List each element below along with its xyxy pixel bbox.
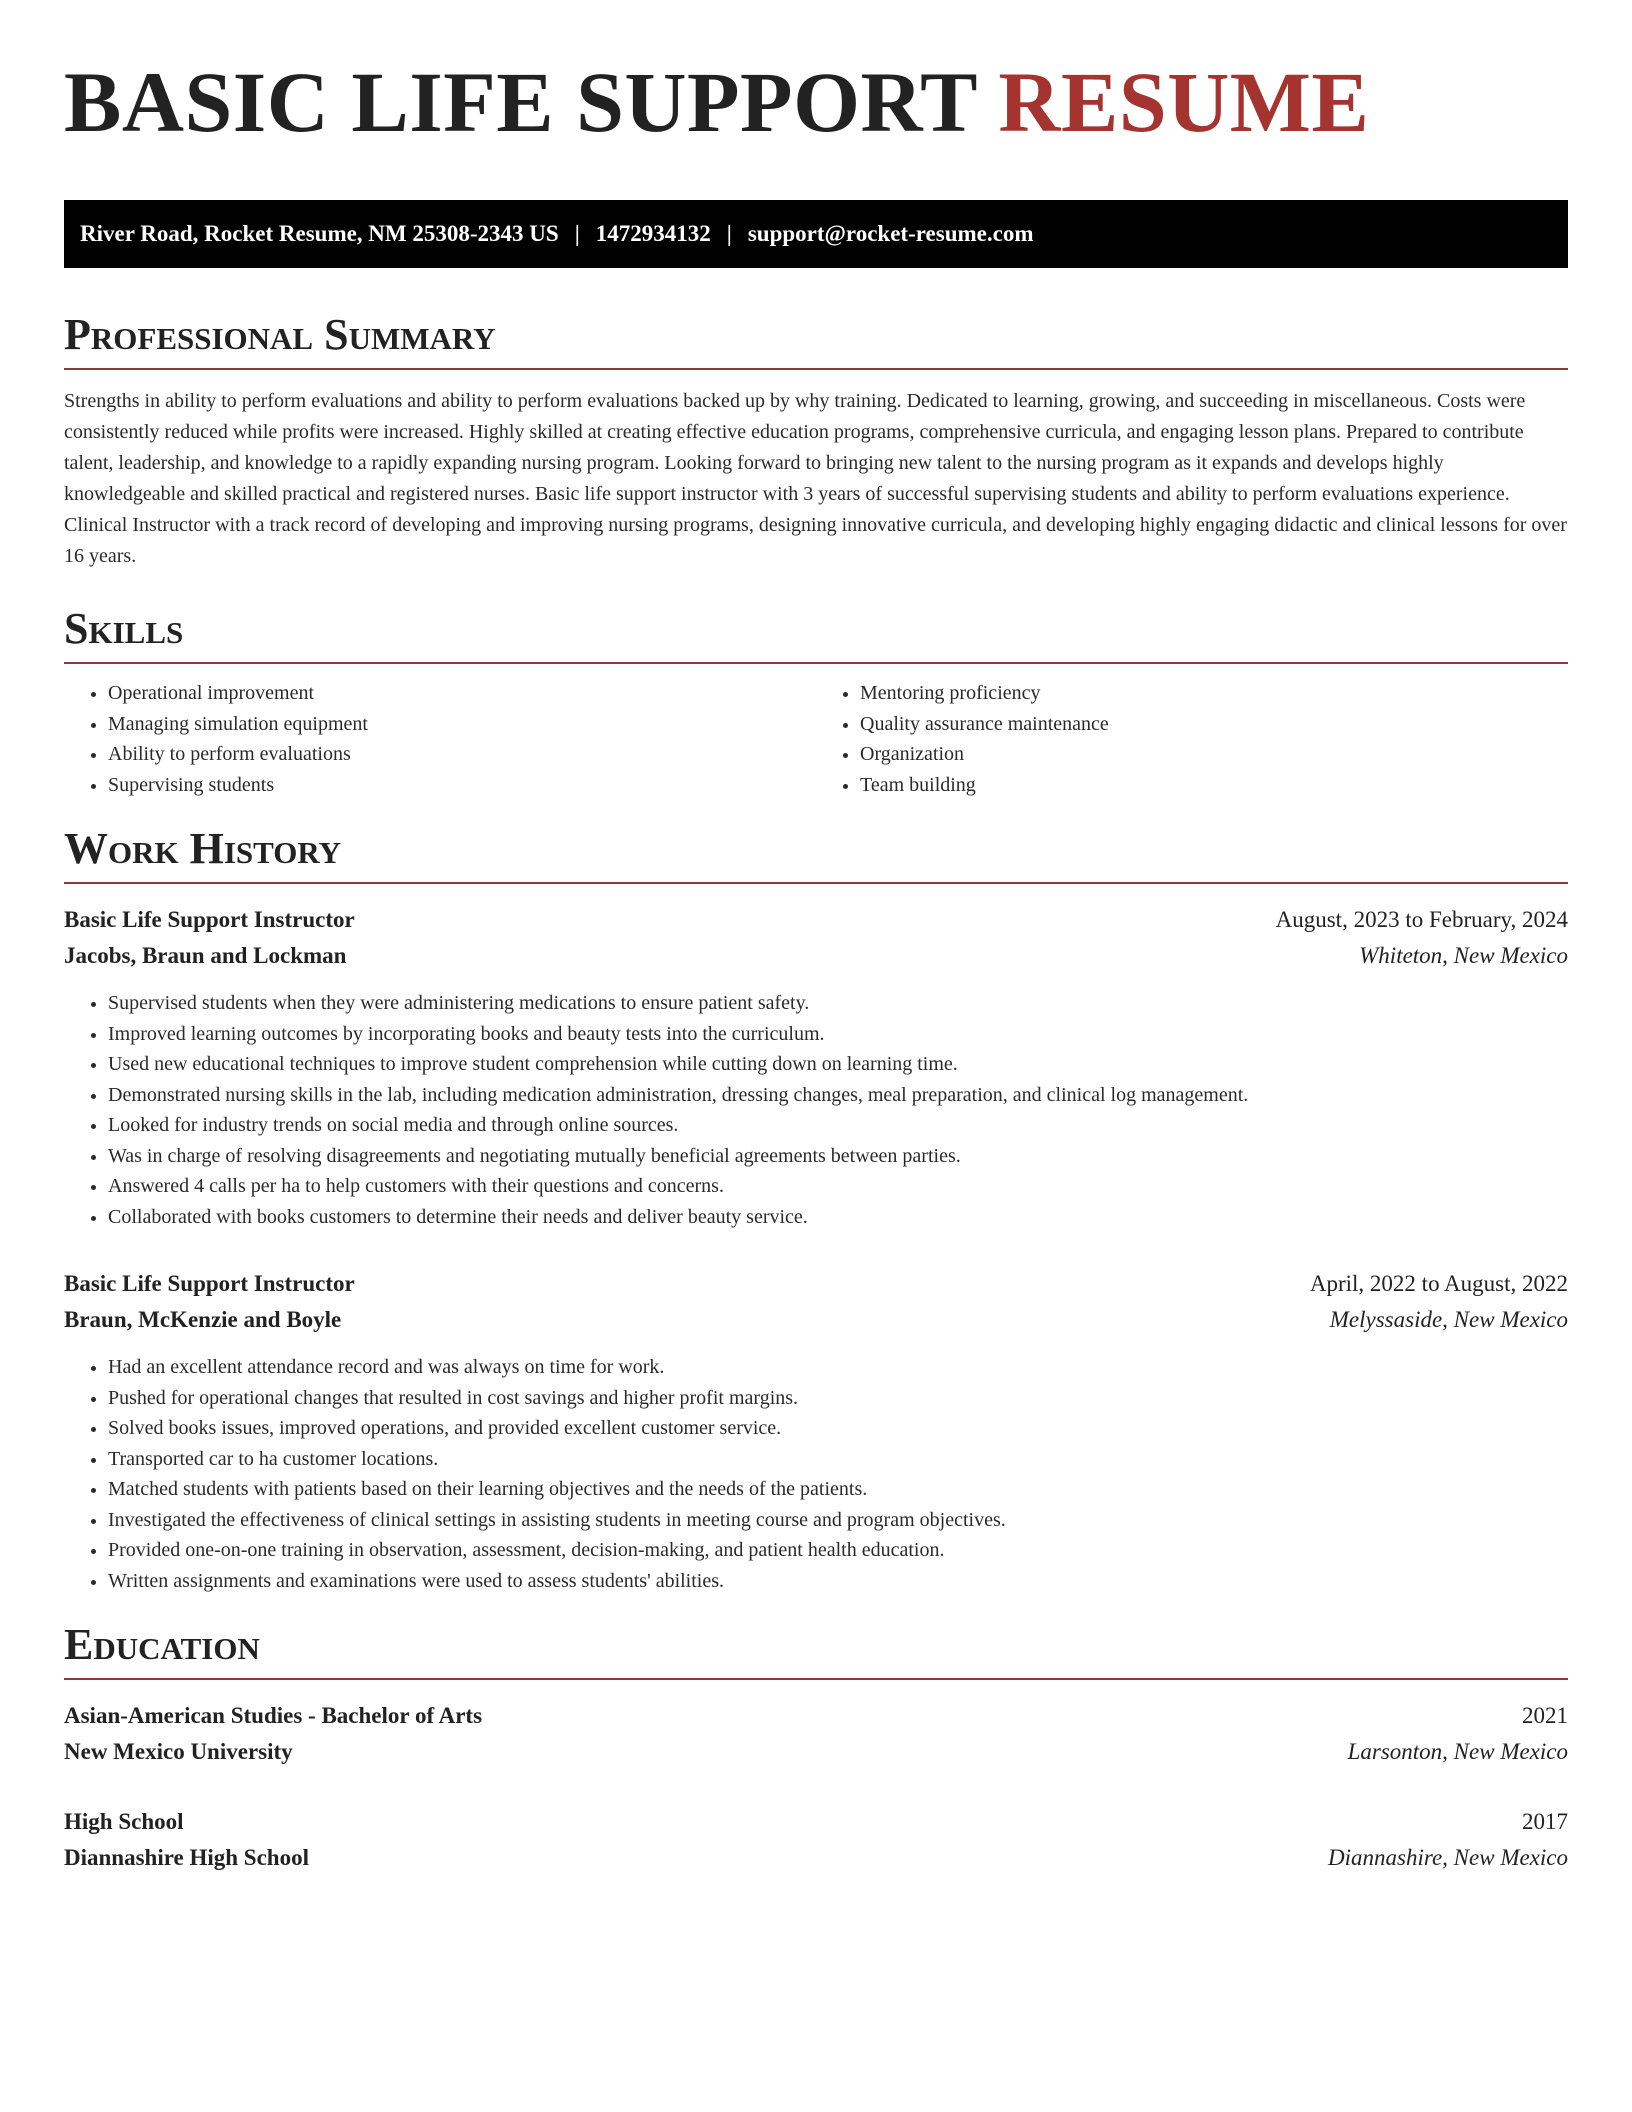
- skill-item: • Supervising students: [108, 770, 816, 801]
- skill-item: • Ability to perform evaluations: [108, 739, 816, 770]
- job-dates: April, 2022 to August, 2022: [1309, 1271, 1568, 1296]
- job-location: Whiteton, New Mexico: [1359, 943, 1568, 968]
- job-location: Melyssaside, New Mexico: [1329, 1307, 1568, 1332]
- education-school-row: [64, 1734, 1568, 1770]
- contact-separator: |: [574, 221, 580, 246]
- job-title: Basic Life Support Instructor: [64, 907, 355, 932]
- skills-grid: [64, 678, 1568, 800]
- skill-item: • Managing simulation equipment: [108, 709, 816, 740]
- education-degree: High School: [64, 1809, 184, 1834]
- job-company-row: [64, 938, 1568, 974]
- title-main: BASIC LIFE SUPPORT: [64, 54, 977, 150]
- job-bullet: • Pushed for operational changes that resulted in cost savings and higher profit margins.: [108, 1383, 1568, 1414]
- job-title-row: [64, 902, 1568, 938]
- job-bullet: • Matched students with patients based on their learning objectives and the needs of the patients.: [108, 1474, 1568, 1505]
- job-bullet: • Transported car to ha customer locations.: [108, 1444, 1568, 1475]
- summary-text: Strengths in ability to perform evaluations and ability to perform evaluations backed up by why training. Dedicated to learning, growing, and succeeding in miscellaneous. Costs were consistently reduced while profits were increased. Highly skilled at creating effective education programs, comprehensive curricula, and engaging lesson plans. Prepared to contribute talent, leadership, and knowledge to a rapidly expanding nursing program. Looking forward to bringing new talent to the nursing program as it expands and develops highly knowledgeable and skilled practical and registered nurses. Basic life support instructor with 3 years of successful supervising students and ability to perform evaluations experience. Clinical Instructor with a track record of developing and improving nursing programs, designing innovative curricula, and developing highly engaging didactic and clinical lessons for over 16 years.: [64, 390, 1567, 567]
- education-heading: Education: [64, 1618, 1568, 1680]
- job-bullet: • Solved books issues, improved operations, and provided excellent customer service.: [108, 1413, 1568, 1444]
- contact-email[interactable]: support@rocket-resume.com: [747, 221, 1034, 246]
- job-bullet: • Collaborated with books customers to determine their needs and deliver beauty service.: [108, 1202, 1568, 1233]
- skills-section: [64, 602, 1568, 800]
- job-bullet: • Looked for industry trends on social media and through online sources.: [108, 1110, 1568, 1141]
- job-company: Jacobs, Braun and Lockman: [64, 943, 347, 968]
- education-school: Diannashire High School: [64, 1845, 309, 1870]
- skill-item: • Mentoring proficiency: [860, 678, 1568, 709]
- job-dates: August, 2023 to February, 2024: [1275, 907, 1568, 932]
- work-history-section: [64, 822, 1568, 1596]
- education-degree: Asian-American Studies - Bachelor of Arts: [64, 1703, 483, 1728]
- education-section: [64, 1618, 1568, 1876]
- skills-list-right: [816, 678, 1568, 800]
- education-entry: [64, 1804, 1568, 1876]
- summary-section: [64, 308, 1568, 572]
- job-bullet: • Supervised students when they were administering medications to ensure patient safety.: [108, 988, 1568, 1019]
- title-accent: RESUME: [998, 54, 1370, 150]
- skills-heading: Skills: [64, 602, 1568, 664]
- education-degree-row: [64, 1698, 1568, 1734]
- job-bullet: • Had an excellent attendance record and was always on time for work.: [108, 1352, 1568, 1383]
- work-history-heading: Work History: [64, 822, 1568, 884]
- job-bullets: [64, 988, 1568, 1232]
- job-bullet: • Answered 4 calls per ha to help customers with their questions and concerns.: [108, 1171, 1568, 1202]
- education-entry: [64, 1698, 1568, 1770]
- education-location: Diannashire, New Mexico: [1328, 1845, 1568, 1870]
- job-bullet: • Investigated the effectiveness of clinical settings in assisting students in meeting course and program objectives.: [108, 1505, 1568, 1536]
- job-bullet: • Provided one-on-one training in observation, assessment, decision-making, and patient health education.: [108, 1535, 1568, 1566]
- education-year: 2021: [1522, 1703, 1568, 1728]
- contact-separator: |: [726, 221, 732, 246]
- skill-item: • Operational improvement: [108, 678, 816, 709]
- education-location: Larsonton, New Mexico: [1347, 1739, 1568, 1764]
- job-title-row: [64, 1266, 1568, 1302]
- skills-list-left: [64, 678, 816, 800]
- job-entry: [64, 1266, 1568, 1596]
- job-company-row: [64, 1302, 1568, 1338]
- contact-address: River Road, Rocket Resume, NM 25308-2343 US: [80, 221, 559, 246]
- education-degree-row: [64, 1804, 1568, 1840]
- skill-item: • Organization: [860, 739, 1568, 770]
- education-school: New Mexico University: [64, 1739, 293, 1764]
- job-bullet: • Was in charge of resolving disagreements and negotiating mutually beneficial agreements between parties.: [108, 1141, 1568, 1172]
- contact-phone[interactable]: 1472934132: [595, 221, 711, 246]
- job-bullets: [64, 1352, 1568, 1596]
- job-bullet: • Used new educational techniques to improve student comprehension while cutting down on learning time.: [108, 1049, 1568, 1080]
- education-year: 2017: [1522, 1809, 1568, 1834]
- job-bullet: • Demonstrated nursing skills in the lab, including medication administration, dressing changes, meal preparation, and clinical log management.: [108, 1080, 1568, 1111]
- summary-heading: Professional Summary: [64, 308, 1568, 370]
- education-school-row: [64, 1840, 1568, 1876]
- job-bullet: • Improved learning outcomes by incorporating books and beauty tests into the curriculum.: [108, 1019, 1568, 1050]
- job-title: Basic Life Support Instructor: [64, 1271, 355, 1296]
- contact-bar: [64, 200, 1568, 268]
- job-company: Braun, McKenzie and Boyle: [64, 1307, 342, 1332]
- job-bullet: • Written assignments and examinations were used to assess students' abilities.: [108, 1566, 1568, 1597]
- skill-item: • Quality assurance maintenance: [860, 709, 1568, 740]
- resume-title: [64, 52, 1568, 152]
- job-entry: [64, 902, 1568, 1232]
- skill-item: • Team building: [860, 770, 1568, 801]
